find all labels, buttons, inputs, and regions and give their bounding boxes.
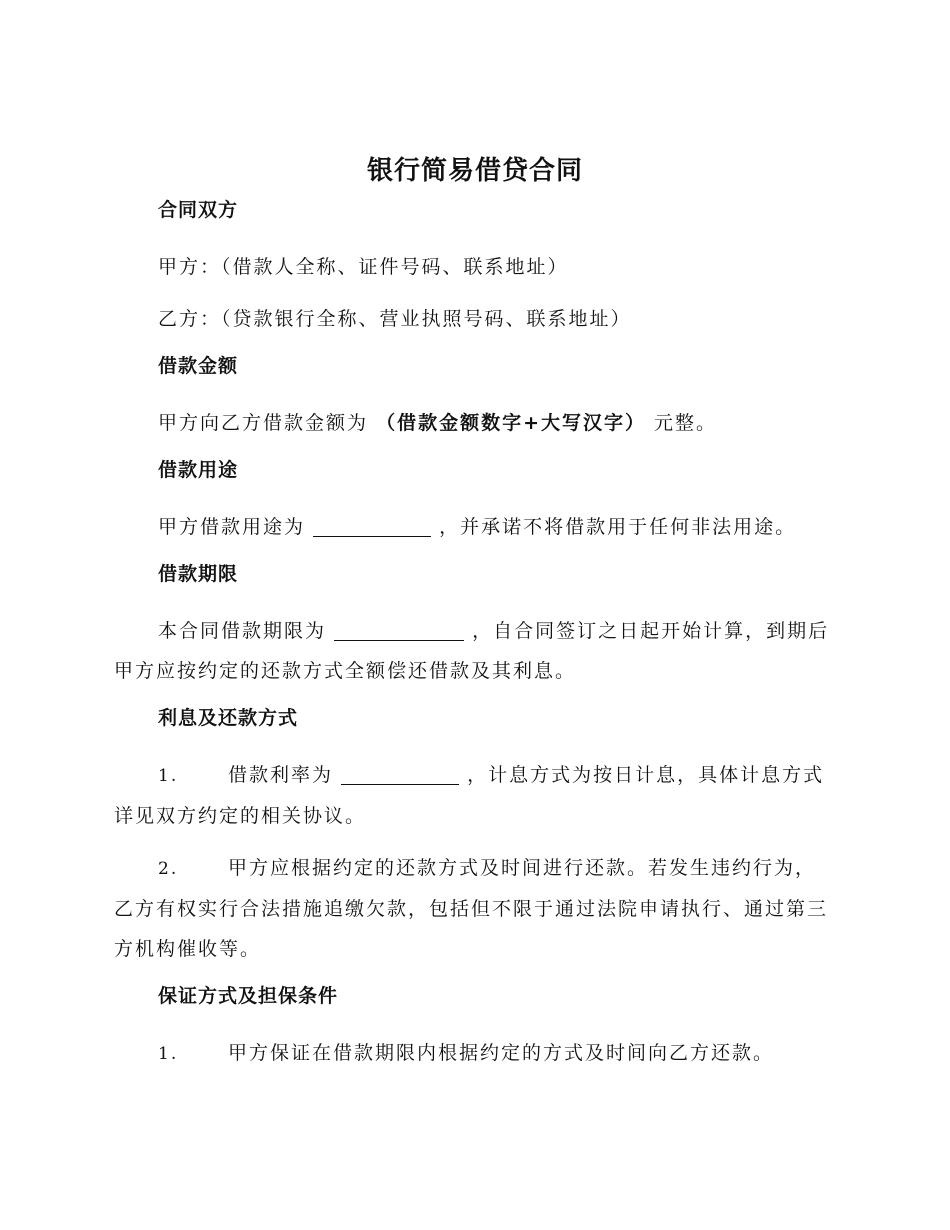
interest-item-1 <box>114 755 832 836</box>
term-text-after: ，自合同签订之日起开始计算，到期后甲方应按约定的还款方式全额偿还借款及其利息。 <box>114 620 830 682</box>
guarantee-item-1 <box>114 1033 832 1074</box>
section-heading-term: 借款期限 <box>158 563 239 585</box>
amount-text-before: 甲方向乙方借款金额为 <box>158 412 369 434</box>
section-heading-parties: 合同双方 <box>158 199 239 221</box>
section-heading-amount: 借款金额 <box>158 355 239 377</box>
interest-rate-blank-field[interactable] <box>341 762 459 785</box>
interest-item-2 <box>114 848 832 969</box>
purpose-paragraph <box>114 507 832 547</box>
section-heading-purpose: 借款用途 <box>158 459 239 481</box>
guarantee-item-1-text: 甲方保证在借款期限内根据约定的方式及时间向乙方还款。 <box>228 1042 775 1064</box>
document-title: 银行简易借贷合同 <box>366 156 583 186</box>
term-text-before: 本合同借款期限为 <box>158 620 327 642</box>
list-number: 1. <box>158 1044 179 1064</box>
term-paragraph <box>114 611 832 691</box>
interest-item-1-before: 借款利率为 <box>228 764 334 786</box>
list-number: 1. <box>158 766 179 786</box>
amount-text-after: 元整。 <box>654 412 718 434</box>
purpose-text-after: ，并承诺不将借款用于任何非法用途。 <box>439 516 797 538</box>
section-heading-guarantee: 保证方式及担保条件 <box>158 985 339 1007</box>
purpose-blank-field[interactable] <box>313 514 431 537</box>
party-a-line: 甲方：（借款人全称、证件号码、联系地址） <box>158 256 569 278</box>
list-number: 2. <box>158 859 179 879</box>
purpose-text-before: 甲方借款用途为 <box>158 516 306 538</box>
document-body <box>114 195 832 1074</box>
party-b-line: 乙方：（贷款银行全称、营业执照号码、联系地址） <box>158 308 632 330</box>
amount-paragraph <box>114 403 832 443</box>
term-blank-field[interactable] <box>334 618 464 641</box>
interest-item-2-text: 甲方应根据约定的还款方式及时间进行还款。若发生违约行为，乙方有权实行合法措施追缴欠款，包括但不限于通过法院申请执行、通过第三方机构催收等。 <box>114 857 829 960</box>
amount-placeholder: （借款金额数字+大写汉字） <box>376 412 646 434</box>
section-heading-interest: 利息及还款方式 <box>158 707 299 729</box>
interest-item-1-after: ，计息方式为按日计息，具体计息方式详见双方约定的相关协议。 <box>114 764 825 827</box>
